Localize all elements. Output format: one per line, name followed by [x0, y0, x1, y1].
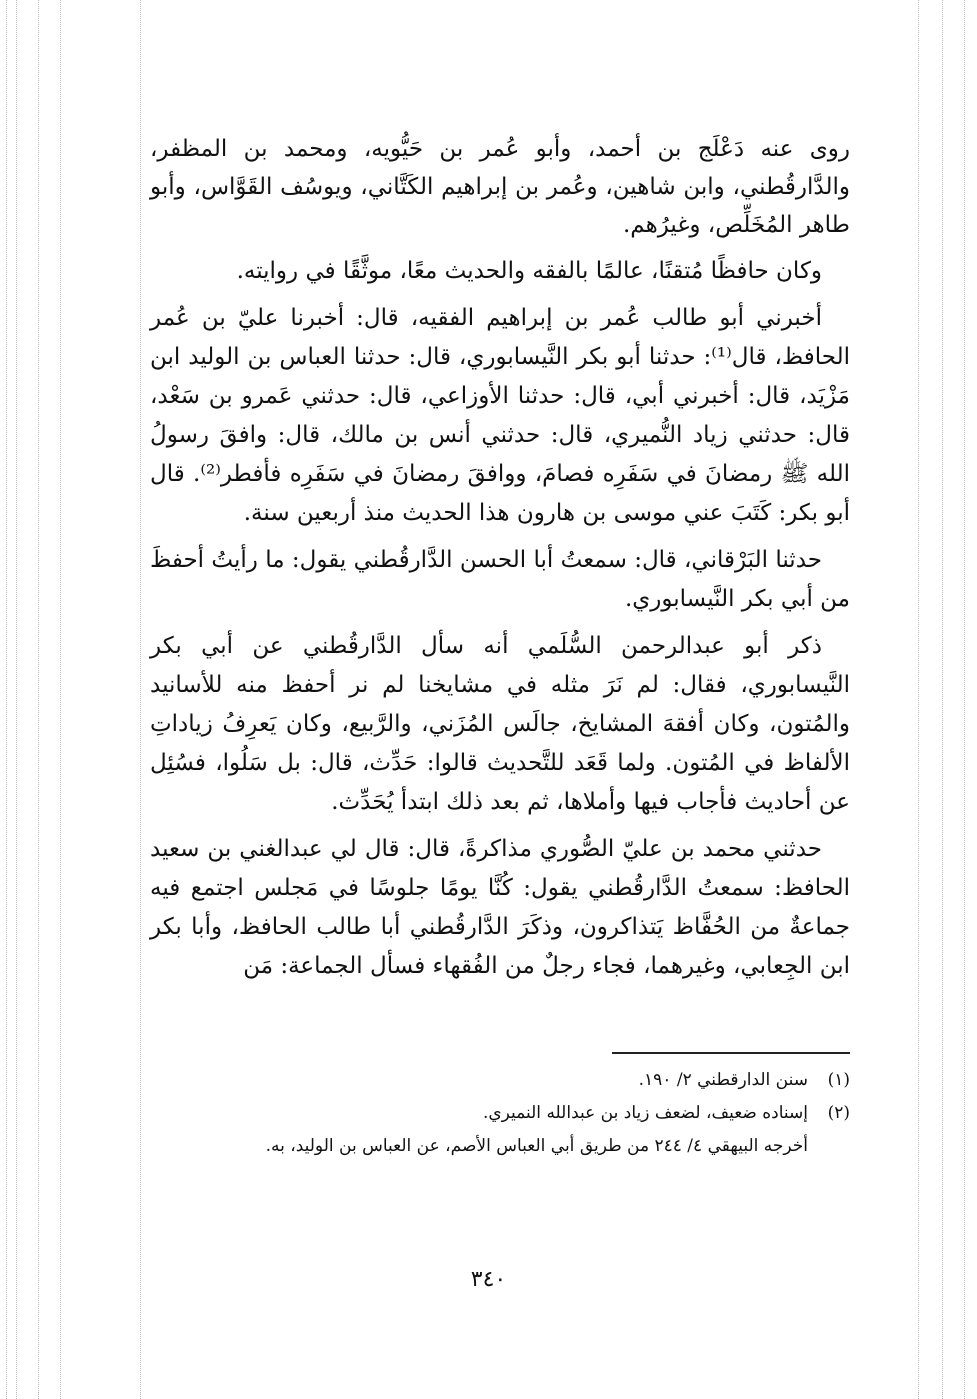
footnote-text: إسناده ضعيف، لضعف زياد بن عبدالله النميري.	[482, 1103, 808, 1123]
footnote-number: (١)	[827, 1070, 850, 1090]
paragraph: ذكر أبو عبدالرحمن السُّلَمي أنه سأل الدَّارقُطني عن أبي بكر النَّيسابوري، فقال: لم نَرَ مثله في مشايخنا لم نر أحفظ منه للأسانيد والمُتون، وكان أفقهَ المشايخ، جالَس المُزَني، والرَّبيع، وكان يَعرِفُ زياداتِ الألفاظ في المُتون. ولما قَعَد للتَّحديث قالوا: حَدِّث، قال: بل سَلُوا، فسُئِل عن أحاديث فأجاب فيها وأملاها، ثم بعد ذلك ابتدأ يُحَدِّث.	[150, 633, 850, 815]
footnote-continuation	[150, 1130, 850, 1163]
margin-guide	[6, 0, 7, 1399]
margin-guide	[942, 0, 943, 1399]
paragraph: حدثني محمد بن عليّ الصُّوري مذاكرةً، قال: قال لي عبدالغني بن سعيد الحافظ: سمعتُ الدَّارقُطني يقول: كُنَّا يومًا جلوسًا في مَجلس اجتمع فيه جماعةٌ من الحُفَّاظ يَتذاكرون، وذكَرَ الدَّارقُطني أبا طالب الحافظ، وأبا بكر ابن الجِعابي، وغيرهما، فجاء رجلٌ من الفُقهاء فسأل الجماعة: مَن	[150, 836, 850, 979]
main-text	[150, 130, 850, 994]
margin-guide	[16, 0, 17, 1399]
footnote-separator	[612, 1052, 850, 1054]
footnote-text: أخرجه البيهقي ٤/ ٢٤٤ من طريق أبي العباس الأصم، عن العباس بن الوليد، به.	[265, 1136, 808, 1156]
footnotes	[150, 1064, 850, 1163]
margin-guide	[60, 0, 61, 1399]
paragraph: وكان حافظًا مُتقنًا، عالمًا بالفقه والحديث معًا، موثَّقًا في روايته.	[236, 258, 822, 284]
paragraph: روى عنه دَعْلَج بن أحمد، وأبو عُمر بن حَيُّويه، ومحمد بن المظفر، والدَّارقُطني، وابن شاهين، وعُمر بن إبراهيم الكَتَّاني، ويوسُف القَوَّاس، وأبو طاهر المُخَلِّص، وغيرُهم.	[150, 136, 850, 238]
footnote	[150, 1064, 850, 1097]
footnote-text: سنن الدارقطني ٢/ ١٩٠.	[638, 1070, 808, 1090]
margin-guide	[140, 0, 141, 1399]
footnote-number: (٢)	[827, 1103, 850, 1123]
margin-guide	[964, 0, 965, 1399]
margin-guide	[918, 0, 919, 1399]
paragraph: أخبرني أبو طالب عُمر بن إبراهيم الفقيه، قال: أخبرنا عليّ بن عُمر الحافظ، قال⁽¹⁾: حدثنا أبو بكر النَّيسابوري، قال: حدثنا العباس بن الوليد ابن مَزْيَد، قال: أخبرني أبي، قال: حدثنا الأوزاعي، قال: حدثني عَمرو بن سَعْد، قال: حدثني زياد النُّميري، قال: حدثني أنس بن مالك، قال: وافقَ رسولُ الله ﷺ رمضانَ في سَفَرِه فصامَ، ووافقَ رمضانَ في سَفَرِه فأفطر⁽²⁾. قال أبو بكر: كَتَبَ عني موسى بن هارون هذا الحديث منذ أربعين سنة.	[150, 305, 851, 526]
footnote	[150, 1097, 850, 1130]
paragraph: حدثنا البَرْقاني، قال: سمعتُ أبا الحسن الدَّارقُطني يقول: ما رأيتُ أحفظَ من أبي بكر النَّيسابوري.	[150, 547, 850, 612]
margin-guide	[38, 0, 39, 1399]
page-number: ٣٤٠	[470, 1267, 507, 1292]
